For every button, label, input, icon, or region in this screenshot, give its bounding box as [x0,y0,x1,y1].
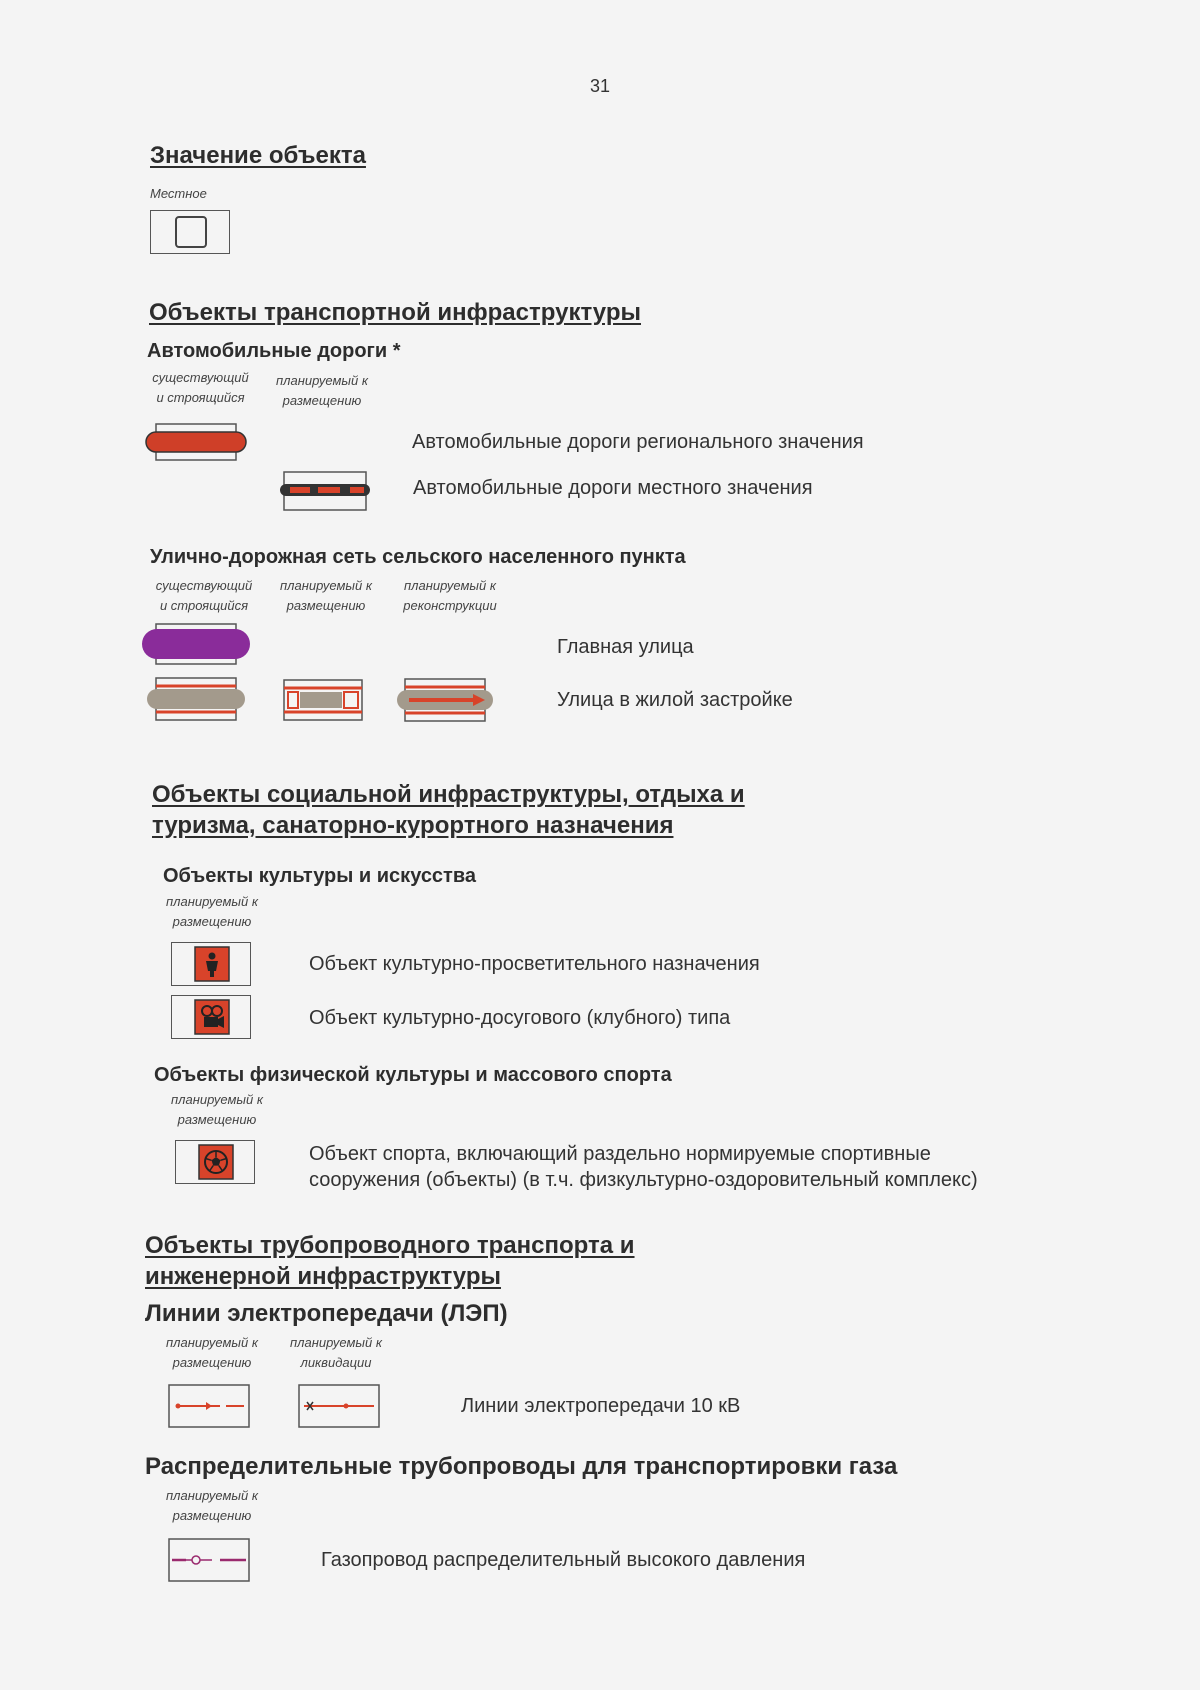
power-line-planned-swatch [168,1384,250,1428]
film-projector-icon [194,999,230,1035]
section-title-transport: Объекты транспортной инфраструктуры [149,299,641,326]
page-number: 31 [589,76,611,96]
cultural-education-swatch [171,942,251,986]
power-col-planned [152,1333,272,1373]
sport-object-label-line2: сооружения (объекты) (в т.ч. физкультурно-оздоровительный комплекс) [309,1169,978,1191]
local-road-label: Автомобильные дороги местного значения [413,477,813,499]
power-col-planned-line2: размещению [172,1355,252,1370]
streets-col-existing-line2: и строящийся [159,598,249,613]
sport-object-label-line1: Объект спорта, включающий раздельно нормируемые спортивные [309,1143,931,1165]
roads-col-existing-line2: и строящийся [156,390,245,405]
power-col-liquidation-line2: ликвидации [300,1355,372,1370]
section-title-pipelines [145,1230,635,1292]
gas-title: Распределительные трубопроводы для транспортировки газа [145,1453,898,1480]
cultural-leisure-swatch [171,995,251,1039]
power-col-liquidation [276,1333,396,1373]
gas-col-planned [152,1486,272,1526]
gas-pipeline-swatch [168,1538,250,1582]
sport-col-planned-line1: планируемый к [171,1092,263,1107]
cultural-leisure-label: Объект культурно-досугового (клубного) типа [309,1007,731,1029]
sport-object-label [309,1141,978,1193]
section-title-social-line2: туризма, санаторно-курортного назначения [152,812,674,839]
streets-col-reconstruction-line1: планируемый к [404,578,496,593]
streets-col-planned [266,576,386,616]
power-line-label: Линии электропередачи 10 кВ [461,1395,741,1417]
regional-road-swatch [144,422,248,462]
regional-road-label: Автомобильные дороги регионального значения [412,431,864,453]
cultural-education-label: Объект культурно-просветительного назначения [309,953,760,975]
section-title-pipelines-line2: инженерной инфраструктуры [145,1263,501,1290]
streets-col-reconstruction-line2: реконструкции [403,598,497,613]
sport-col-planned-line2: размещению [177,1112,257,1127]
gas-col-planned-line2: размещению [172,1508,252,1523]
power-lines-title: Линии электропередачи (ЛЭП) [145,1300,508,1327]
streets-col-planned-line2: размещению [286,598,366,613]
sport-object-swatch [175,1140,255,1184]
culture-col-planned-line2: размещению [172,914,252,929]
streets-col-existing [142,576,266,616]
sport-col-planned [157,1090,277,1130]
culture-title: Объекты культуры и искусства [163,865,477,887]
roads-col-existing-line1: существующий [152,370,249,385]
section-title-social-line1: Объекты социальной инфраструктуры, отдыха и [152,781,745,808]
residential-street-planned-swatch [282,678,364,722]
soccer-ball-icon [198,1144,234,1180]
power-col-planned-line1: планируемый к [166,1335,258,1350]
local-significance-inner-square [175,216,207,248]
power-line-liquidation-swatch [298,1384,380,1428]
roads-col-planned-line1: планируемый к [276,373,368,388]
section-title-significance: Значение объекта [150,142,366,169]
section-title-social [152,779,745,841]
gas-pipeline-label: Газопровод распределительный высокого давления [321,1549,806,1571]
local-label: Местное [150,186,207,201]
roads-col-planned [262,371,382,411]
roads-title: Автомобильные дороги * [147,340,401,362]
culture-col-planned [152,892,272,932]
main-street-label: Главная улица [557,636,694,658]
roads-col-existing [138,368,263,408]
streets-col-reconstruction [388,576,512,616]
sport-title: Объекты физической культуры и массового спорта [154,1064,672,1086]
streets-title: Улично-дорожная сеть сельского населенного пункта [150,546,686,568]
residential-street-reconstruction-swatch [395,677,495,723]
local-road-swatch [278,470,372,512]
museum-figure-icon [194,946,230,982]
section-title-pipelines-line1: Объекты трубопроводного транспорта и [145,1232,635,1259]
residential-street-existing-swatch [145,676,247,722]
local-significance-swatch [150,210,230,254]
main-street-swatch [140,622,252,666]
roads-col-planned-line2: размещению [282,393,362,408]
power-col-liquidation-line1: планируемый к [290,1335,382,1350]
streets-col-planned-line1: планируемый к [280,578,372,593]
streets-col-existing-line1: существующий [155,578,253,593]
culture-col-planned-line1: планируемый к [166,894,258,909]
residential-street-label: Улица в жилой застройке [557,689,793,711]
gas-col-planned-line1: планируемый к [166,1488,258,1503]
